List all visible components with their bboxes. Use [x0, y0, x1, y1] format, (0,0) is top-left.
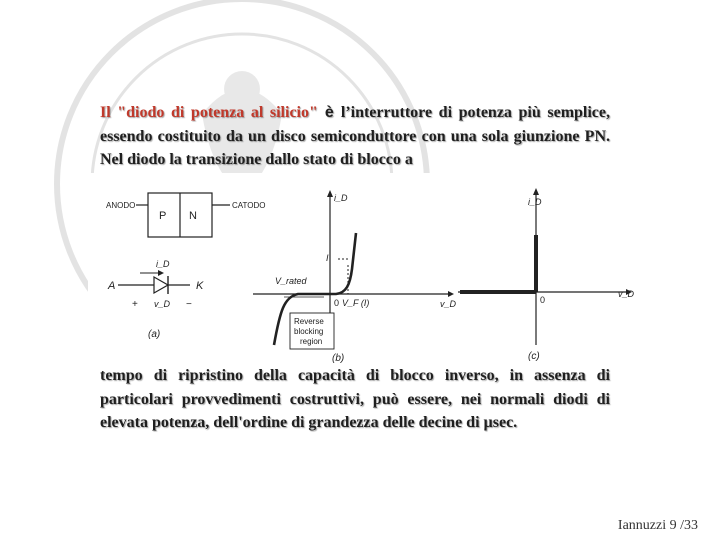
- anode-label: ANODO: [106, 201, 136, 210]
- x-axis-label-b: v_D: [440, 299, 457, 309]
- panel-c: [458, 188, 635, 362]
- diode-symbol: [154, 277, 168, 293]
- caption-b: (b): [332, 353, 345, 363]
- slide-footer: Iannuzzi 9 /33: [617, 518, 698, 533]
- anode-terminal-label: A: [108, 280, 116, 292]
- n-region-label: N: [189, 210, 197, 222]
- current-label-a: i_D: [156, 259, 170, 269]
- minus-sign: −: [186, 299, 192, 310]
- recovery-text-1: tempo di ripristino della capacità di blocco inverso: [100, 367, 495, 384]
- x-axis-label-c: v_D: [618, 289, 635, 299]
- highlighted-term: Il "diodo di potenza al silicio": [100, 104, 318, 121]
- recovery-paragraph: [100, 364, 610, 435]
- caption-c: (c): [528, 351, 540, 362]
- caption-a: (a): [148, 329, 161, 340]
- current-mark-b: I: [326, 253, 329, 263]
- region-label-1: Reverse: [294, 317, 324, 326]
- origin-label-b: 0: [334, 298, 340, 308]
- intro-paragraph: [100, 101, 610, 172]
- cathode-terminal-label: K: [196, 280, 204, 292]
- origin-label-c: 0: [540, 295, 546, 305]
- vf-label: V_F (I): [342, 298, 370, 308]
- y-axis-label-c: i_D: [528, 197, 542, 207]
- intro-text: l’interruttore di potenza più semplice, essendo costituito da un disco semiconduttore con una sola giunzione PN. Nel diodo la transizione dallo stato di blocco a: [100, 104, 611, 168]
- v-rated-label: V_rated: [275, 276, 307, 286]
- p-region-label: P: [159, 210, 167, 222]
- voltage-label-a: v_D: [154, 299, 171, 309]
- region-label-2: blocking: [294, 327, 324, 336]
- connector-text: è: [317, 104, 341, 121]
- region-label-3: region: [300, 337, 323, 346]
- recovery-text-2: di particolari provvedimenti costruttivi, può essere, nei normali diodi di elevata potenza, dell'ordine di grandezza delle decine di µsec.: [100, 367, 610, 431]
- diode-figure: [88, 173, 648, 363]
- y-axis-label-b: i_D: [334, 193, 348, 203]
- recovery-text-tail: , in assenza: [494, 367, 586, 384]
- panel-b: [253, 190, 457, 363]
- plus-sign: +: [132, 299, 138, 310]
- cathode-label: CATODO: [232, 201, 266, 210]
- panel-a: [106, 193, 265, 340]
